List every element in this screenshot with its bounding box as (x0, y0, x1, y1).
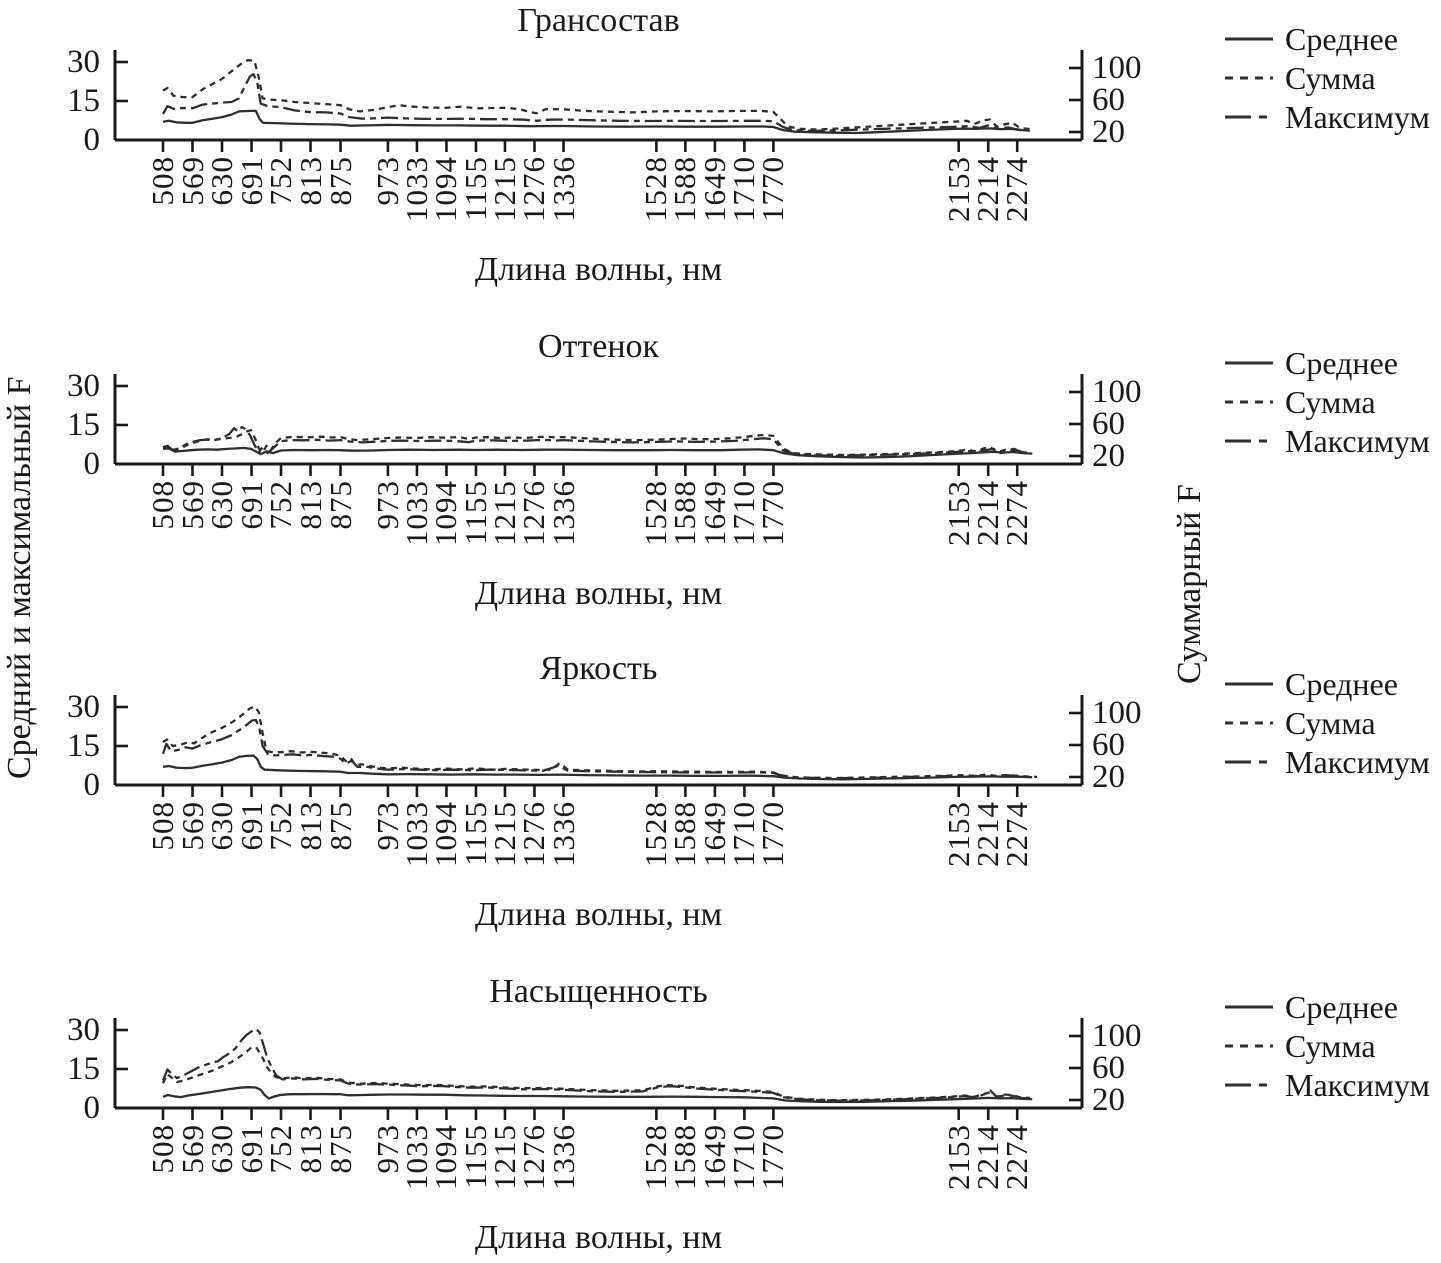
dashed-line-icon (1225, 75, 1273, 81)
x-axis-tick-label: 752 (263, 801, 299, 851)
legend-item-srednee (1225, 19, 1440, 58)
x-axis-tick-label: 569 (174, 801, 210, 851)
x-axis-tick-label: 1649 (696, 1124, 732, 1190)
legend-label: Сумма (1285, 383, 1376, 420)
dashed-line-icon (1225, 720, 1273, 726)
panel-title-ottenok: Оттенок (537, 328, 660, 365)
legend-label: Сумма (1285, 1027, 1376, 1064)
legend-panel-3 (1225, 664, 1440, 781)
legend-label: Среднее (1285, 344, 1398, 381)
left-axis-title: Средний и максимальный F (1, 376, 38, 780)
x-axis-tick-label: 2274 (999, 480, 1035, 546)
x-axis-tick-label: 569 (174, 1124, 210, 1174)
legend-label: Среднее (1285, 20, 1398, 57)
left-axis-tick-label: 15 (67, 728, 100, 764)
x-axis-tick-label: 1770 (755, 156, 791, 222)
x-axis-tick-label: 691 (233, 801, 269, 851)
x-axis-tick-label: 875 (322, 156, 358, 206)
x-axis-tick-label: 2153 (940, 480, 976, 546)
solid-line-icon (1225, 360, 1273, 366)
x-axis-tick-label: 973 (369, 1124, 405, 1174)
legend-item-summa (1225, 58, 1440, 97)
x-axis-tick-label: 973 (369, 480, 405, 530)
x-axis-tick-label: 813 (292, 480, 328, 530)
x-axis-tick-label: 1649 (696, 480, 732, 546)
x-axis-tick-label: 1770 (755, 1124, 791, 1190)
solid-line-icon (1225, 681, 1273, 687)
right-axis-tick-label: 20 (1092, 759, 1125, 795)
x-axis-tick-label: 2153 (940, 801, 976, 867)
x-axis-tick-label: 1770 (755, 480, 791, 546)
x-axis-tick-label: 630 (204, 156, 239, 206)
x-axis-tick-label: 508 (145, 156, 180, 206)
x-axis-tick-label: 1649 (696, 801, 732, 867)
x-axis-tick-label: 1155 (457, 1124, 493, 1189)
left-axis-tick-label: 30 (67, 1012, 100, 1048)
left-axis-tick-label: 0 (83, 122, 100, 158)
right-axis-tick-label: 60 (1092, 82, 1125, 118)
legend-panel-4 (1225, 987, 1440, 1104)
x-axis-tick-label: 630 (204, 480, 239, 530)
x-axis-tick-label: 2274 (999, 156, 1035, 222)
x-axis-tick-label: 1215 (486, 801, 522, 867)
legend-item-maksimum (1225, 97, 1440, 136)
legend-item-srednee (1225, 343, 1440, 382)
x-axis-tick-label: 1336 (545, 801, 581, 867)
x-axis-tick-label: 2274 (999, 1124, 1035, 1190)
legend-item-srednee (1225, 664, 1440, 703)
x-axis-tick-label: 1215 (486, 156, 522, 222)
left-axis-tick-label: 30 (67, 689, 100, 725)
right-axis-tick-label: 20 (1092, 114, 1125, 150)
series-line-solid (163, 448, 1032, 458)
x-axis-tick-label: 1588 (667, 156, 703, 222)
legend-label: Максимум (1285, 422, 1430, 459)
x-axis-tick-label: 1336 (545, 480, 581, 546)
x-axis-tick-label: 1215 (486, 480, 522, 546)
legend-panel-2 (1225, 343, 1440, 460)
legend-label: Сумма (1285, 59, 1376, 96)
left-axis-tick-label: 15 (67, 407, 100, 443)
x-axis-tick-label: 1276 (516, 156, 552, 222)
x-axis-tick-label: 813 (292, 156, 328, 206)
x-axis-tick-label: 1094 (428, 801, 464, 867)
panel-title-nasyshchennost: Насыщенность (489, 973, 708, 1010)
x-axis-tick-label: 1528 (638, 480, 674, 546)
left-axis-tick-label: 30 (67, 368, 100, 404)
x-axis-tick-label: 1710 (726, 156, 762, 222)
x-axis-tick-label: 1276 (516, 1124, 552, 1190)
right-axis-tick-label: 100 (1092, 695, 1142, 731)
series-line-longdash (163, 720, 1037, 778)
series-line-dash (163, 60, 1030, 129)
legend-item-maksimum (1225, 1065, 1440, 1104)
dash-dot-line-icon (1225, 114, 1273, 120)
x-axis-tick-label: 691 (233, 480, 269, 530)
x-axis-tick-label: 973 (369, 156, 405, 206)
legend-label: Максимум (1285, 743, 1430, 780)
x-axis-tick-label: 1215 (486, 1124, 522, 1190)
right-axis-tick-label: 100 (1092, 1018, 1142, 1054)
x-axis-tick-label: 569 (174, 156, 210, 206)
solid-line-icon (1225, 36, 1273, 42)
x-axis-tick-label: 508 (145, 1124, 180, 1174)
x-axis-tick-label: 1033 (398, 801, 434, 867)
x-axis-tick-label: 1710 (726, 1124, 762, 1190)
solid-line-icon (1225, 1004, 1273, 1010)
x-axis-tick-label: 1094 (428, 156, 464, 222)
left-axis-tick-label: 0 (83, 1090, 100, 1126)
right-axis-tick-label: 60 (1092, 1050, 1125, 1086)
right-axis-tick-label: 100 (1092, 374, 1142, 410)
dashed-line-icon (1225, 1043, 1273, 1049)
x-axis-tick-label: 1033 (398, 156, 434, 222)
x-axis-tick-label: 2153 (940, 1124, 976, 1190)
x-axis-tick-label: 875 (322, 480, 358, 530)
x-axis-tick-label: 2214 (970, 1124, 1006, 1190)
x-axis-tick-label: 508 (145, 480, 180, 530)
x-axis-tick-label: 508 (145, 801, 180, 851)
x-axis-tick-label: 1528 (638, 801, 674, 867)
x-axis-tick-label: 569 (174, 480, 210, 530)
legend-label: Сумма (1285, 704, 1376, 741)
left-axis-tick-label: 15 (67, 83, 100, 119)
legend-label: Среднее (1285, 988, 1398, 1025)
x-axis-tick-label: 1770 (755, 801, 791, 867)
legend-label: Среднее (1285, 665, 1398, 702)
x-axis-tick-label: 1649 (696, 156, 732, 222)
x-axis-tick-label: 752 (263, 156, 299, 206)
x-axis-tick-label: 2214 (970, 480, 1006, 546)
x-axis-tick-label: 2274 (999, 801, 1035, 867)
x-axis-tick-label: 752 (263, 480, 299, 530)
x-axis-tick-label: 1094 (428, 1124, 464, 1190)
x-axis-tick-label: 875 (322, 801, 358, 851)
x-axis-tick-label: 1336 (545, 1124, 581, 1190)
right-axis-title: Суммарный F (1171, 484, 1208, 684)
x-axis-tick-label: 1710 (726, 480, 762, 546)
panel-title-gransostav: Грансостав (517, 2, 680, 39)
series-line-dash (163, 707, 1035, 779)
right-axis-tick-label: 20 (1092, 438, 1125, 474)
legend-item-srednee (1225, 987, 1440, 1026)
series-line-longdash (163, 427, 1032, 456)
x-axis-tick-label: 1094 (428, 480, 464, 546)
x-axis-tick-label: 1276 (516, 480, 552, 546)
x-axis-tick-label: 2153 (940, 156, 976, 222)
left-axis-tick-label: 30 (67, 44, 100, 80)
dash-dot-line-icon (1225, 759, 1273, 765)
series-line-dash (163, 1047, 1030, 1100)
legend-item-summa (1225, 1026, 1440, 1065)
legend-item-summa (1225, 382, 1440, 421)
x-axis-tick-label: 813 (292, 801, 328, 851)
x-axis-tick-label: 630 (204, 801, 239, 851)
x-axis-tick-label: 630 (204, 1124, 239, 1174)
x-axis-tick-label: 752 (263, 1124, 299, 1174)
x-axis-tick-label: 691 (233, 1124, 269, 1174)
x-axis-tick-label: 1155 (457, 156, 493, 221)
x-axis-title-panel-1: Длина волны, нм (474, 251, 723, 288)
x-axis-tick-label: 1336 (545, 156, 581, 222)
legend-label: Максимум (1285, 98, 1430, 135)
x-axis-title-panel-3: Длина волны, нм (474, 896, 723, 933)
left-axis-tick-label: 0 (83, 446, 100, 482)
x-axis-tick-label: 813 (292, 1124, 328, 1174)
x-axis-tick-label: 1588 (667, 801, 703, 867)
x-axis-tick-label: 691 (233, 156, 269, 206)
right-axis-tick-label: 60 (1092, 727, 1125, 763)
right-axis-tick-label: 60 (1092, 406, 1125, 442)
x-axis-tick-label: 2214 (970, 801, 1006, 867)
x-axis-tick-label: 1033 (398, 1124, 434, 1190)
legend-label: Максимум (1285, 1066, 1430, 1103)
series-line-solid (163, 756, 1032, 780)
x-axis-tick-label: 1155 (457, 801, 493, 866)
dashed-line-icon (1225, 399, 1273, 405)
x-axis-tick-label: 875 (322, 1124, 358, 1174)
left-axis-tick-label: 0 (83, 767, 100, 803)
dash-dot-line-icon (1225, 438, 1273, 444)
x-axis-title-panel-4: Длина волны, нм (474, 1219, 723, 1256)
dash-dot-line-icon (1225, 1082, 1273, 1088)
x-axis-title-panel-2: Длина волны, нм (474, 575, 723, 612)
left-axis-tick-label: 15 (67, 1051, 100, 1087)
x-axis-tick-label: 1155 (457, 480, 493, 545)
x-axis-tick-label: 1033 (398, 480, 434, 546)
x-axis-tick-label: 1710 (726, 801, 762, 867)
x-axis-tick-label: 1528 (638, 1124, 674, 1190)
panel-title-yarkost: Яркость (539, 650, 658, 687)
series-line-solid (163, 111, 1030, 133)
x-axis-tick-label: 1276 (516, 801, 552, 867)
x-axis-tick-label: 1588 (667, 1124, 703, 1190)
x-axis-tick-label: 2214 (970, 156, 1006, 222)
x-axis-tick-label: 1528 (638, 156, 674, 222)
legend-item-maksimum (1225, 421, 1440, 460)
x-axis-tick-label: 1588 (667, 480, 703, 546)
legend-panel-1 (1225, 19, 1440, 136)
right-axis-tick-label: 100 (1092, 50, 1142, 86)
x-axis-tick-label: 973 (369, 801, 405, 851)
legend-item-maksimum (1225, 742, 1440, 781)
legend-item-summa (1225, 703, 1440, 742)
right-axis-tick-label: 20 (1092, 1082, 1125, 1118)
